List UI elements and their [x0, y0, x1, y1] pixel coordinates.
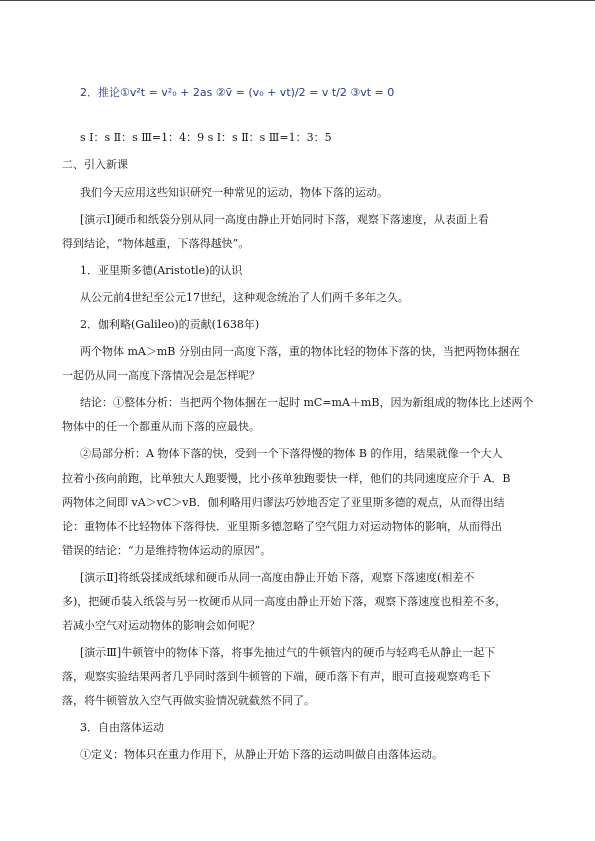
- paragraph-line: ②局部分析：A 物体下落的快，受到一个下落得慢的物体 B 的作用，结果就像一个大人: [80, 447, 503, 460]
- paragraph-line: 论：重物体不比轻物体下落得快．亚里斯多德忽略了空气阻力对运动物体的影响，从而得出: [62, 520, 502, 533]
- paragraph-line: 多)，把硬币装入纸袋与另一枚硬币从同一高度由静止开始下落，观察下落速度也相差不多，: [62, 595, 507, 608]
- paragraph-line: [演示Ⅲ]牛顿管中的物体下落，将事先抽过气的牛顿管内的硬币与轻鸡毛从静止一起下: [80, 646, 496, 659]
- paragraph-line: [演示Ⅰ]硬币和纸袋分别从同一高度由静止开始同时下落，观察下落速度，从表面上看: [80, 213, 489, 226]
- ratio-line: s Ⅰ：s Ⅱ：s Ⅲ=1：4：9 s Ⅰ：s Ⅱ：s Ⅲ=1：3：5: [80, 131, 332, 144]
- section-heading: 二、引入新课: [62, 158, 128, 171]
- paragraph-line: 得到结论，“物体越重，下落得越快”。: [62, 237, 250, 250]
- paragraph-line: 从公元前4世纪至公元17世纪，这种观念统治了人们两千多年之久。: [80, 291, 409, 304]
- paragraph-line: 错误的结论：“力是维持物体运动的原因”。: [62, 544, 272, 557]
- paragraph-line: 结论：①整体分析：当把两个物体捆在一起时 mC=mA＋mB，因为新组成的物体比上述两个: [80, 396, 534, 409]
- paragraph-line: 一起仍从同一高度下落情况会是怎样呢？: [62, 369, 260, 382]
- paragraph-line: 我们今天应用这些知识研究一种常见的运动，物体下落的运动。: [80, 186, 388, 199]
- paragraph-line: ①定义：物体只在重力作用下，从静止开始下落的运动叫做自由落体运动。: [80, 748, 443, 761]
- paragraph-line: 落，观察实验结果两者几乎同时落到牛顿管的下端，硬币落下有声，眼可直接观察鸡毛下: [62, 670, 491, 683]
- paragraph-line: 落，将牛顿管放入空气再做实验情况就截然不同了。: [62, 694, 315, 707]
- paragraph-line: 拉着小孩向前跑，比单独大人跑要慢，比小孩单独跑要快一样，他们的共同速度应介于 A．B: [62, 472, 511, 485]
- paragraph-line: [演示Ⅱ]将纸袋揉成纸球和硬币从同一高度由静止开始下落，观察下落速度(相差不: [80, 571, 475, 584]
- formula-line: 2．推论①v²t = v²₀ + 2as ②v̄ = (v₀ + vt)/2 = v t/2 ③vt = 0: [80, 86, 395, 99]
- subheading: 1．亚里斯多德(Aristotle)的认识: [80, 264, 243, 277]
- paragraph-line: 若减小空气对运动物体的影响会如何呢？: [62, 619, 260, 632]
- subheading: 3．自由落体运动: [80, 721, 164, 734]
- subheading: 2．伽利略(Galileo)的贡献(1638年): [80, 318, 260, 331]
- paragraph-line: 两个物体 mA＞mB 分别由同一高度下落，重的物体比轻的物体下落的快，当把两物体捆在: [80, 345, 520, 358]
- page-top-rule: [0, 0, 595, 1]
- paragraph-line: 物体中的任一个都重从而下落的应最快。: [62, 420, 260, 433]
- paragraph-line: 两物体之间即 vA＞vC＞vB．伽利略用归谬法巧妙地否定了亚里斯多德的观点，从而得出结: [62, 496, 505, 509]
